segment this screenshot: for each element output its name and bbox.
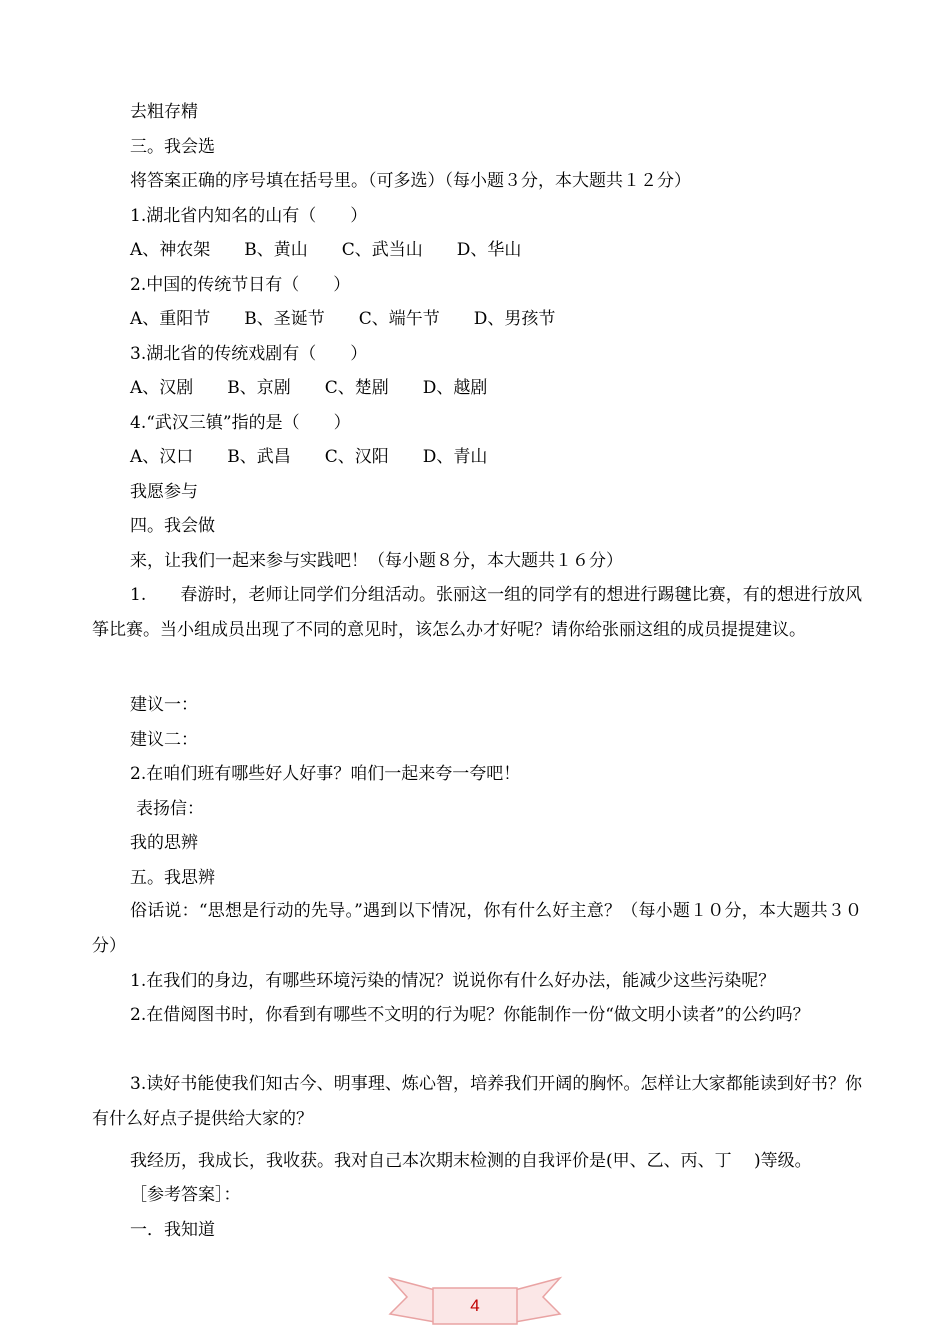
text-line: 我的思辨 bbox=[130, 833, 198, 853]
question: 2.在咱们班有哪些好人好事？咱们一起来夸一夸吧！ bbox=[130, 764, 521, 784]
page-number: 4 bbox=[470, 1296, 480, 1315]
text-line: 表扬信： bbox=[136, 799, 204, 819]
text-line: 将答案正确的序号填在括号里。（可多选）（每小题３分，本大题共１２分） bbox=[130, 171, 691, 191]
text-line: ［参考答案］： bbox=[130, 1185, 241, 1205]
section-heading: 五。我思辨 bbox=[130, 868, 215, 888]
section-heading: 四。我会做 bbox=[130, 516, 215, 536]
question-paragraph: 1. 春游时，老师让同学们分组活动。张丽这一组的同学有的想进行踢毽比赛，有的想进行放风筝比赛。当小组成员出现了不同的意见时，该怎么办才好呢？请你给张丽这组的成员提提建议。 bbox=[92, 585, 862, 640]
options: A、汉剧 B、京剧 C、楚剧 D、越剧 bbox=[130, 378, 488, 398]
question-paragraph: 2.在借阅图书时，你看到有哪些不文明的行为呢？你能制作一份“做文明小读者”的公约吗？ bbox=[130, 1005, 810, 1025]
section-heading: 一．我知道 bbox=[130, 1220, 215, 1240]
text-paragraph: 俗话说：“思想是行动的先导。”遇到以下情况，你有什么好主意？（每小题１０分，本大题共３０分） bbox=[92, 901, 862, 956]
page-footer bbox=[385, 1270, 565, 1330]
text-line: 建议一： bbox=[130, 695, 198, 715]
question: 1.湖北省内知名的山有（ ） bbox=[130, 206, 368, 226]
question: 4.“武汉三镇”指的是（ ） bbox=[130, 413, 351, 433]
options: A、神农架 B、黄山 C、武当山 D、华山 bbox=[130, 240, 522, 260]
question: 2.中国的传统节日有（ ） bbox=[130, 275, 351, 295]
question: 3.湖北省的传统戏剧有（ ） bbox=[130, 344, 368, 364]
text-line: 建议二： bbox=[130, 730, 198, 750]
text-line: 我愿参与 bbox=[130, 482, 198, 502]
text-line: 去粗存精 bbox=[130, 102, 198, 122]
text-line: 来，让我们一起来参与实践吧！（每小题８分，本大题共１６分） bbox=[130, 551, 623, 571]
section-heading: 三。我会选 bbox=[130, 137, 215, 157]
question-paragraph: 1.在我们的身边，有哪些环境污染的情况？说说你有什么好办法，能减少这些污染呢？ bbox=[130, 971, 776, 991]
options: A、汉口 B、武昌 C、汉阳 D、青山 bbox=[130, 447, 488, 467]
question-paragraph: 3.读好书能使我们知古今、明事理、炼心智，培养我们开阔的胸怀。怎样让大家都能读到好书？你有什么好点子提供给大家的？ bbox=[92, 1074, 862, 1129]
options: A、重阳节 B、圣诞节 C、端午节 D、男孩节 bbox=[130, 309, 556, 329]
text-line: 我经历，我成长，我收获。我对自己本次期末检测的自我评价是(甲、乙、丙、丁 )等级。 bbox=[130, 1151, 812, 1171]
